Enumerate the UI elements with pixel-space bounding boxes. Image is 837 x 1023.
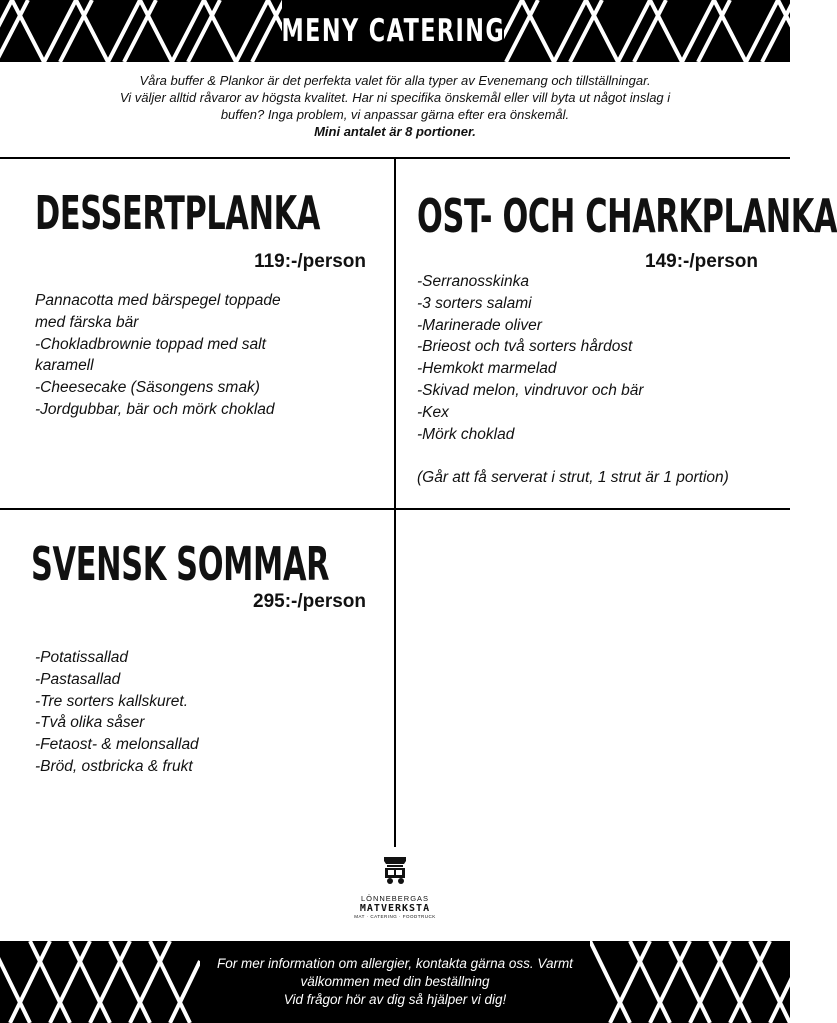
- list-item: -Skivad melon, vindruvor och bär: [417, 381, 644, 399]
- min-portions-note: Mini antalet är 8 portioner.: [314, 124, 476, 139]
- list-item: -Bröd, ostbricka & frukt: [35, 757, 193, 775]
- list-item: -Potatissallad: [35, 649, 129, 666]
- brand-logo: [350, 855, 440, 931]
- section-title-sommar: SVENSK SOMMAR: [31, 537, 330, 591]
- logo-name-top: LÖNNEBERGAS: [360, 894, 430, 903]
- list-item: -Hemkokt marmelad: [417, 360, 557, 378]
- list-item: med färska bär: [35, 313, 139, 331]
- footer-line: For mer information om allergier, kontakta gärna oss. Varmt: [217, 956, 573, 971]
- list-item: -Pastasallad: [35, 670, 121, 688]
- footer-line: välkommen med din beställning: [300, 974, 490, 989]
- page-title: MENY CATERING: [281, 13, 505, 49]
- list-item: -Två olika såser: [35, 714, 145, 732]
- list-item: -Chokladbrownie toppad med salt: [35, 335, 266, 353]
- list-item: -Cheesecake (Säsongens smak): [35, 379, 260, 397]
- list-item: -Serranosskinka: [417, 273, 529, 290]
- items-ost: [417, 271, 729, 489]
- list-item: -Fetaost- & melonsallad: [35, 736, 199, 754]
- intro-line: Våra buffer & Plankor är det perfekta valet för alla typer av Evenemang och tillställningar.: [139, 73, 651, 88]
- title-box: [282, 0, 504, 62]
- section-title-ost: OST- OCH CHARKPLANKA: [417, 189, 837, 243]
- price-dessert: 119:-/person: [254, 251, 366, 272]
- divider-vertical: [394, 158, 396, 847]
- items-sommar: [35, 647, 199, 778]
- price-ost: 149:-/person: [645, 251, 758, 272]
- intro-line: buffen? Inga problem, vi anpassar gärna efter era önskemål.: [220, 107, 570, 122]
- logo-name-main: MATVERKSTA: [359, 903, 431, 914]
- items-dessert: [35, 290, 281, 421]
- list-item: Pannacotta med bärspegel toppade: [35, 292, 281, 309]
- header-band: [0, 0, 790, 62]
- intro-text: [60, 72, 730, 140]
- footer-line: Vid frågor hör av dig så hjälper vi dig!: [283, 992, 507, 1007]
- serving-note: (Går att få serverat i strut, 1 strut är 1 portion): [417, 469, 729, 487]
- section-title-dessert: DESSERTPLANKA: [35, 186, 321, 240]
- list-item: -Brieost och två sorters hårdost: [417, 338, 633, 356]
- food-truck-icon: [381, 855, 409, 887]
- list-item: -Marinerade oliver: [417, 316, 542, 334]
- list-item: karamell: [35, 357, 94, 375]
- footer-band: [0, 941, 790, 1023]
- logo-tagline: MAT · CATERING · FOODTRUCK: [354, 914, 436, 919]
- intro-line: Vi väljer alltid råvaror av högsta kvalitet. Har ni specifika önskemål eller vill byta ut något inslag i: [119, 90, 671, 105]
- list-item: [417, 445, 729, 467]
- list-item: -Jordgubbar, bär och mörk choklad: [35, 400, 275, 418]
- list-item: -Mörk choklad: [417, 425, 515, 443]
- list-item: -Tre sorters kallskuret.: [35, 692, 189, 710]
- footer-text-box: [200, 941, 590, 1023]
- price-sommar: 295:-/person: [253, 591, 366, 612]
- list-item: -3 sorters salami: [417, 294, 532, 312]
- list-item: -Kex: [417, 403, 449, 421]
